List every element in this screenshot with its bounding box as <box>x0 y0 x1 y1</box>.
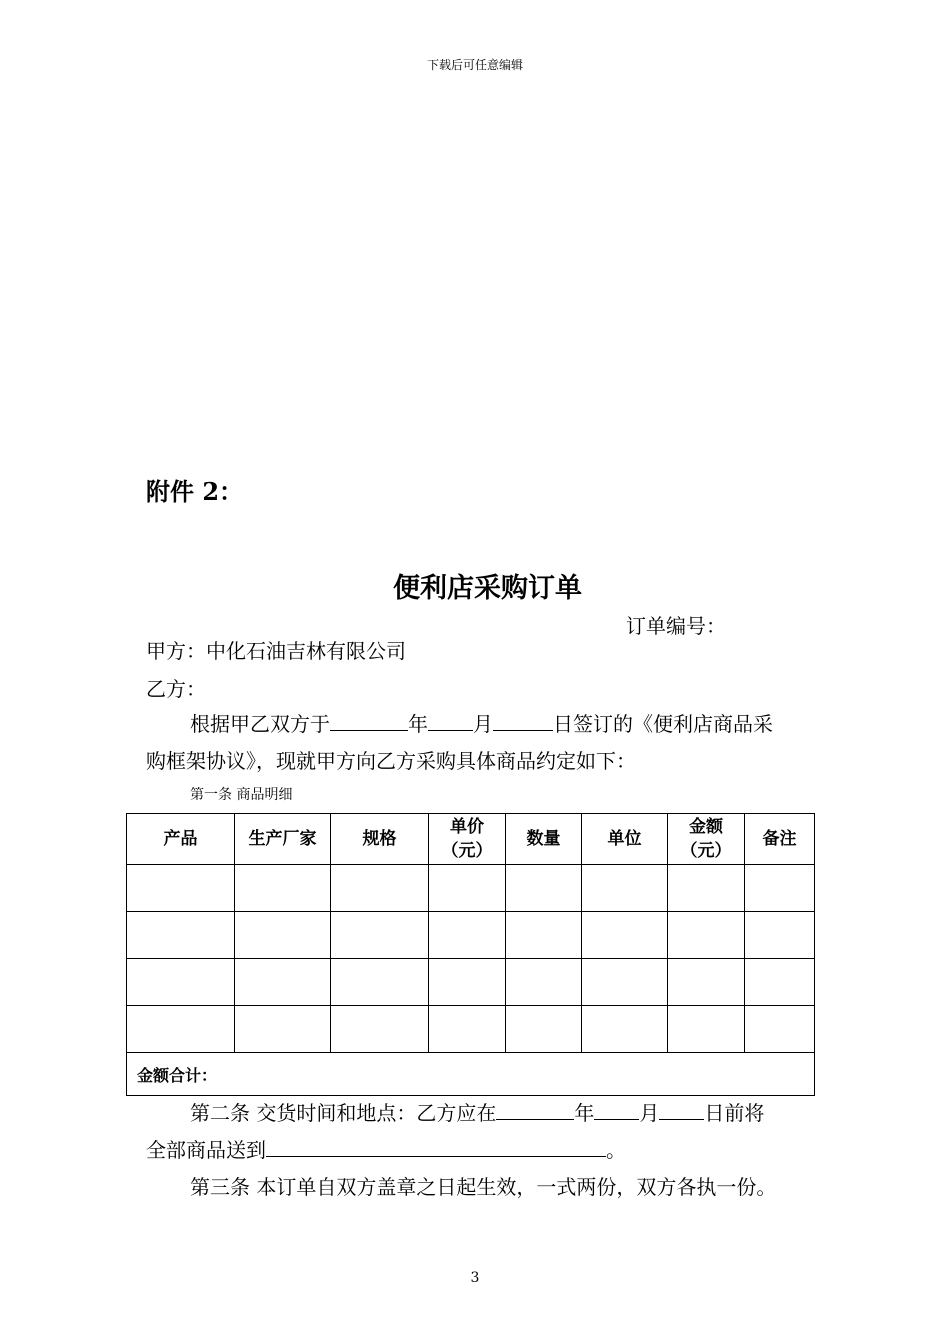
col-header-manufacturer: 生产厂家 <box>235 814 331 865</box>
table-cell[interactable] <box>506 912 582 959</box>
intro-line-2: 购框架协议》，现就甲方向乙方采购具体商品约定如下： <box>146 749 636 773</box>
table-cell[interactable] <box>668 1006 745 1053</box>
page-header-note: 下载后可任意编辑 <box>426 58 523 72</box>
party-a: 甲方：中化石油吉林有限公司 <box>146 639 406 663</box>
delivery-month-blank[interactable] <box>594 1101 639 1120</box>
table-cell[interactable] <box>331 865 429 912</box>
table-cell[interactable] <box>668 912 745 959</box>
table-cell[interactable] <box>235 959 331 1006</box>
article-3: 第三条 本订单自双方盖章之日起生效，一式两份，双方各执一份。 <box>190 1175 777 1199</box>
article-2-text-1: 第二条 交货时间和地点：乙方应在 <box>190 1101 497 1125</box>
intro-text-2: 日签订的《便利店商品采 <box>553 712 773 736</box>
article-2-line-1 <box>190 1097 764 1126</box>
signing-day-blank[interactable] <box>493 712 553 731</box>
col-header-unit: 单位 <box>582 814 668 865</box>
col-header-amount: 金额（元） <box>668 814 745 865</box>
order-number-label: 订单编号： <box>626 614 726 638</box>
table-cell[interactable] <box>235 1006 331 1053</box>
article-2-year: 年 <box>574 1101 595 1125</box>
table-cell[interactable] <box>745 1006 815 1053</box>
signing-month-blank[interactable] <box>428 712 473 731</box>
signing-year-blank[interactable] <box>330 712 408 731</box>
intro-month: 月 <box>473 712 493 736</box>
table-cell[interactable] <box>582 1006 668 1053</box>
table-cell[interactable] <box>582 912 668 959</box>
article-1-heading: 第一条 商品明细 <box>190 787 293 803</box>
article-2-line-2 <box>146 1134 626 1163</box>
document-title: 便利店采购订单 <box>393 573 582 604</box>
table-cell[interactable] <box>235 865 331 912</box>
table-cell[interactable] <box>331 959 429 1006</box>
table-cell[interactable] <box>235 912 331 959</box>
table-cell[interactable] <box>582 959 668 1006</box>
col-header-product: 产品 <box>127 814 235 865</box>
table-header-row <box>127 814 815 865</box>
table-cell[interactable] <box>331 1006 429 1053</box>
page-number: 3 <box>470 1270 480 1286</box>
table-cell[interactable] <box>127 1006 235 1053</box>
col-header-quantity: 数量 <box>506 814 582 865</box>
table-cell[interactable] <box>745 912 815 959</box>
party-b: 乙方： <box>146 677 206 701</box>
table-cell[interactable] <box>668 959 745 1006</box>
intro-text-1: 根据甲乙双方于 <box>190 712 330 736</box>
delivery-day-blank[interactable] <box>659 1101 704 1120</box>
col-header-unit-price: 单价（元） <box>429 814 506 865</box>
table-row <box>127 912 815 959</box>
table-cell[interactable] <box>127 912 235 959</box>
table-cell[interactable] <box>745 865 815 912</box>
article-2-month: 月 <box>639 1101 660 1125</box>
table-cell[interactable] <box>127 959 235 1006</box>
table-cell[interactable] <box>429 959 506 1006</box>
table-cell[interactable] <box>429 912 506 959</box>
col-header-remarks: 备注 <box>745 814 815 865</box>
table-cell[interactable] <box>506 865 582 912</box>
table-row <box>127 865 815 912</box>
delivery-location-blank[interactable] <box>266 1138 606 1157</box>
intro-line-1 <box>190 708 773 737</box>
attachment-label: 附件 2： <box>146 477 244 506</box>
table-cell[interactable] <box>429 1006 506 1053</box>
product-detail-table <box>126 813 815 1096</box>
article-2-text-3: 全部商品送到 <box>146 1138 266 1162</box>
table-cell[interactable] <box>582 865 668 912</box>
col-header-spec: 规格 <box>331 814 429 865</box>
table-cell[interactable] <box>668 865 745 912</box>
delivery-year-blank[interactable] <box>496 1101 574 1120</box>
article-2-text-2: 日前将 <box>704 1101 765 1125</box>
table-cell[interactable] <box>429 865 506 912</box>
table-cell[interactable] <box>506 959 582 1006</box>
table-cell[interactable] <box>506 1006 582 1053</box>
intro-year: 年 <box>408 712 428 736</box>
table-cell[interactable] <box>745 959 815 1006</box>
article-2-end: 。 <box>606 1138 626 1162</box>
total-amount-label: 金额合计： <box>127 1053 815 1096</box>
table-row <box>127 1006 815 1053</box>
table-cell[interactable] <box>331 912 429 959</box>
table-total-row <box>127 1053 815 1096</box>
table-cell[interactable] <box>127 865 235 912</box>
table-row <box>127 959 815 1006</box>
